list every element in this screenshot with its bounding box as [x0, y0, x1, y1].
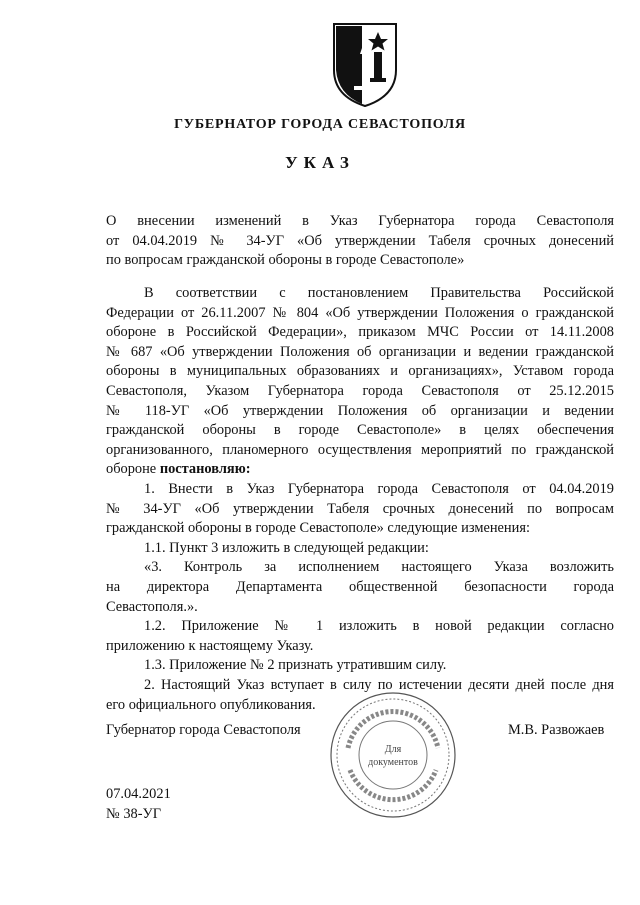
preamble-line: обороны в муниципальных образованиях и организациях», Уставом города — [106, 363, 614, 380]
preamble-line: обороне — [106, 461, 157, 478]
body-line: № 34-УГ «Об утверждении Табеля срочных донесений по вопросам — [106, 500, 614, 517]
operative-keyword: постановляю: — [159, 461, 251, 478]
body-line: приложению к настоящему Указу. — [106, 637, 314, 654]
body-line: 1. Внести в Указ Губернатора города Севастополя от 04.04.2019 — [144, 481, 614, 497]
document-type-title: УКАЗ — [285, 153, 355, 172]
preamble-line: обороне в Российской Федерации», приказом МЧС России от 14.11.2008 — [106, 324, 614, 341]
seal-text-line: Для — [384, 744, 402, 755]
preamble-line: В соответствии с постановлением Правительства Российской — [144, 285, 614, 301]
seal-text-line: документов — [368, 757, 418, 768]
decree-number: № 38-УГ — [106, 806, 162, 822]
preamble — [106, 284, 614, 480]
preamble-line: № 118-УГ «Об утверждении Положения об организации и ведении — [106, 402, 614, 419]
body-line: 1.1. Пункт 3 изложить в следующей редакции: — [144, 539, 429, 556]
body-line: его официального опубликования. — [106, 696, 316, 713]
subject-line: по вопросам гражданской обороны в городе Севастополе» — [106, 252, 465, 269]
coat-of-arms-emblem — [330, 20, 400, 108]
decree-subject — [106, 212, 614, 271]
body-line: Севастополя.». — [106, 598, 198, 615]
subject-line: О внесении изменений в Указ Губернатора города Севастополя — [106, 213, 614, 229]
decree-body — [106, 480, 614, 715]
decree-date: 07.04.2021 — [106, 786, 171, 802]
preamble-line: гражданской обороны в городе Севастополе» в целях обеспечения — [106, 422, 614, 439]
preamble-line: Севастополя, Указом Губернатора города Севастополя от 25.12.2015 — [106, 382, 614, 399]
preamble-line: Федерации от 26.11.2007 № 804 «Об утверждении Положения о гражданской — [106, 304, 614, 321]
issuing-authority: ГУБЕРНАТОР ГОРОДА СЕВАСТОПОЛЯ — [174, 117, 466, 132]
preamble-last-line — [106, 460, 614, 480]
body-line: 1.3. Приложение № 2 признать утратившим силу. — [144, 657, 447, 674]
body-line: 1.2. Приложение № 1 изложить в новой редакции согласно — [144, 618, 614, 635]
body-line: гражданской обороны в городе Севастополе» следующие изменения: — [106, 520, 530, 537]
body-line: на директора Департамента общественной безопасности города — [106, 578, 614, 595]
preamble-line: № 687 «Об утверждении Положения об организации и ведении гражданской — [106, 343, 614, 360]
signatory-name: М.В. Развожаев — [508, 722, 605, 738]
body-line: «3. Контроль за исполнением настоящего Указа возложить — [144, 559, 614, 576]
signatory-position: Губернатор города Севастополя — [106, 722, 301, 738]
preamble-line: организованного, планомерного осуществления мероприятий по гражданской — [106, 441, 614, 458]
official-seal-stamp — [328, 690, 458, 820]
body-line: 2. Настоящий Указ вступает в силу по истечении десяти дней после дня — [144, 676, 614, 693]
subject-line: от 04.04.2019 № 34-УГ «Об утверждении Табеля срочных донесений — [106, 232, 614, 249]
